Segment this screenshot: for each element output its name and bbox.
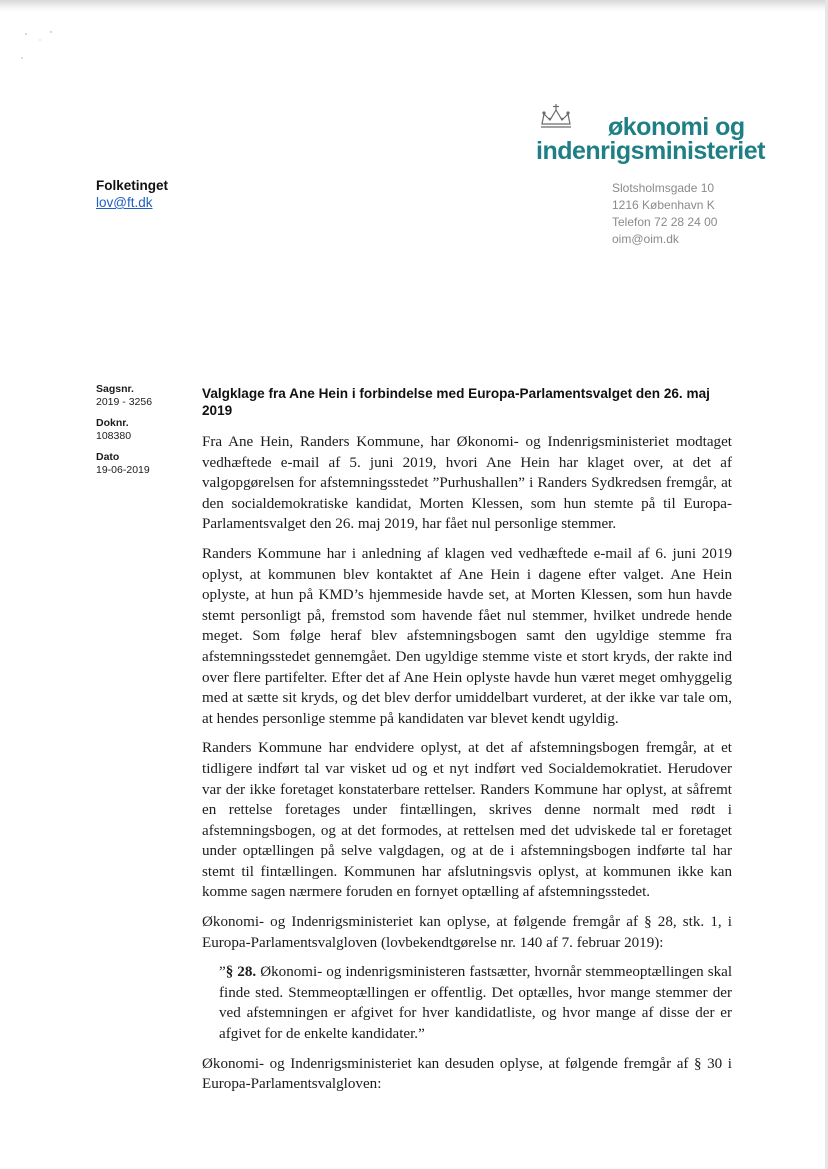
ministry-logo (536, 102, 765, 165)
address-phone: Telefon 72 28 24 00 (612, 215, 718, 229)
paragraph: Randers Kommune har endvidere oplyst, at det af afstemningsbogen fremgår, at et tidligere indført tal var visket ud og et nyt indført ved Socialdemokratiet. Herudover var der ikke foretaget konstaterbare rettelser. Randers Kommune har oplyst, at såfremt en rettelse foretages under fintællingen, skrives denne normalt med rødt i afstemningsbogen, og at det formodes, at rettelsen med det udviskede tal er foretaget under optællingen på selve valgdagen, og at de i afstemningsbogen indførte tal har stemt til fintællingen. Kommunen har afslutningsvis oplyst, at kommunen ikke kan komme sagen nærmere foruden en fornyet optælling af afstemningsstedet. (202, 740, 732, 901)
dato-label: Dato (96, 451, 120, 463)
crown-icon (536, 102, 576, 134)
recipient-email-link[interactable]: lov@ft.dk (96, 195, 153, 210)
recipient-name: Folketinget (96, 178, 169, 193)
address-street: Slotsholmsgade 10 (612, 181, 715, 195)
law-quote (219, 962, 732, 1044)
address-city: 1216 København K (612, 198, 715, 212)
sagsnr-label: Sagsnr. (96, 383, 134, 395)
letter-body (202, 432, 732, 1104)
doknr-label: Doknr. (96, 417, 129, 429)
recipient-block (96, 177, 168, 211)
paragraph: Randers Kommune har i anledning af klagen ved vedhæftede e-mail af 6. juni 2019 oplyst, at kommunen blev kontaktet af Ane Hein i dagene efter valget. Ane Hein oplyste, at hun på KMD’s hjemmeside havde set, at Morten Klessen, som hun havde stemt personligt på, fremstod som havende fået nul stemmer, hvilket undrede hende meget. Som følge heraf blev afstemningsbogen samt den ugyldige stemme fra afstemningsstedet gennemgået. Den ugyldige stemme viste et stort kryds, der rakte ind over flere partifelter. Efter det af Ane Hein oplyste havde hun været meget omhyggelig med at sætte sit kryds, og det blev derfor umiddelbart vurderet, at der ikke var tale om, at hendes personlige stemme på kandidaten var blevet kendt ugyldig. (202, 545, 732, 727)
paragraph: Økonomi- og Indenrigsministeriet kan desuden oplyse, at følgende fremgår af § 30 i Europa-Parlamentsvalgloven: (202, 1055, 732, 1093)
quote-text: Økonomi- og indenrigsministeren fastsætter, hvornår stemmeoptællingen skal finde sted. Stemmeoptællingen er offentlig. Det optælles, hvor mange stemmer der ved afstemningen er afgivet for hver kandidatliste, og hvor mange af disse der er afgivet for de enkelte kandidater.” (219, 964, 733, 1043)
paragraph: Fra Ane Hein, Randers Kommune, har Økonomi- og Indenrigsministeriet modtaget vedhæftede e-mail af 5. juni 2019, hvori Ane Hein har klaget over, at det af valgopgørelsen for afstemningsstedet ”Purhushallen” i Randers Sydkredsen fremgår, at den socialdemokratiske kandidat, Morten Klessen, som hun stemte på til Europa-Parlamentsvalget den 26. maj 2019, har fået nul personlige stemmer. (202, 434, 732, 533)
doknr-value: 108380 (96, 430, 132, 442)
sender-address (612, 180, 717, 248)
sagsnr-value: 2019 - 3256 (96, 396, 153, 408)
dato-value: 19-06-2019 (96, 464, 150, 476)
scan-specks (18, 28, 68, 68)
letter-subject: Valgklage fra Ane Hein i forbindelse med Europa-Parlamentsvalget den 26. maj 2019 (202, 386, 710, 418)
address-email: oim@oim.dk (612, 232, 679, 246)
logo-text-line2: indenrigsministeriet (536, 137, 765, 165)
paragraph: Økonomi- og Indenrigsministeriet kan oplyse, at følgende fremgår af § 28, stk. 1, i Europa-Parlamentsvalgloven (lovbekendtgørelse nr. 140 af 7. februar 2019): (202, 914, 732, 951)
quote-section-number: § 28. (225, 964, 257, 981)
scan-top-edge (0, 0, 828, 12)
logo-text-line1: økonomi og (608, 113, 745, 141)
document-meta (96, 383, 186, 485)
quote-open-mark: ” (219, 964, 226, 981)
